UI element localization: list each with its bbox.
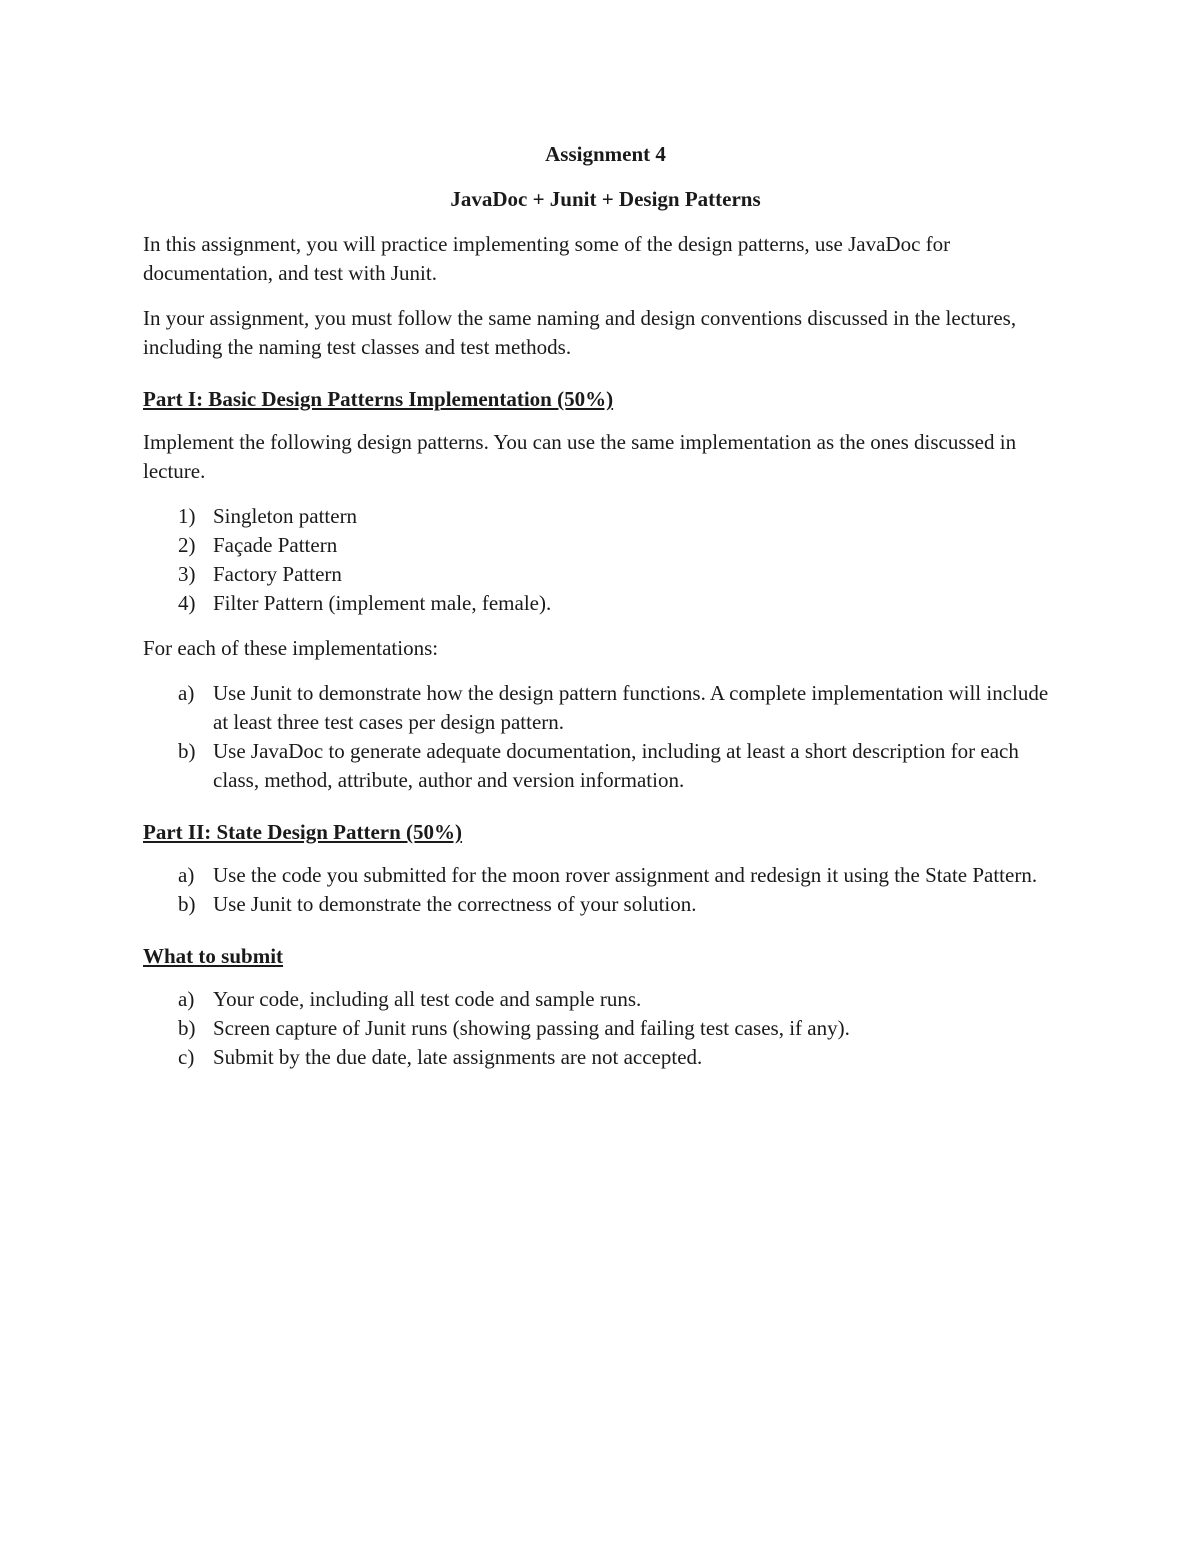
list-item-text: Use the code you submitted for the moon rover assignment and redesign it using the State Pattern. xyxy=(213,863,1038,887)
list-marker: c) xyxy=(178,1045,195,1069)
list-marker: b) xyxy=(178,892,196,916)
list-item-text: Submit by the due date, late assignments are not accepted. xyxy=(213,1045,703,1069)
list-marker: 4) xyxy=(178,591,196,615)
list-item xyxy=(143,985,1068,1014)
list-item-text: Filter Pattern (implement male, female). xyxy=(213,591,552,615)
list-item-text: Your code, including all test code and sample runs. xyxy=(213,987,642,1011)
pattern-list xyxy=(143,502,1068,618)
list-marker: b) xyxy=(178,1016,196,1040)
list-item-text: Use Junit to demonstrate how the design pattern functions. A complete implementation will include at least three test cases per design pattern. xyxy=(213,681,1049,734)
list-marker: 3) xyxy=(178,562,196,586)
list-item-text: Singleton pattern xyxy=(213,504,358,528)
list-item-text: Factory Pattern xyxy=(213,562,342,586)
list-item xyxy=(143,531,1068,560)
list-marker: a) xyxy=(178,681,195,705)
requirement-list xyxy=(143,679,1068,795)
intro-paragraph-2: In your assignment, you must follow the same naming and design conventions discussed in the lectures, including the naming test classes and test methods. xyxy=(143,306,1017,359)
list-marker: a) xyxy=(178,987,195,1011)
list-marker: 1) xyxy=(178,504,196,528)
list-item xyxy=(143,1043,1068,1072)
list-item xyxy=(143,737,1068,795)
part2-list xyxy=(143,861,1068,919)
document-title: Assignment 4 xyxy=(545,142,666,166)
list-item-text: Façade Pattern xyxy=(213,533,338,557)
for-each-label: For each of these implementations: xyxy=(143,636,439,660)
submit-heading: What to submit xyxy=(143,944,284,968)
list-item xyxy=(143,589,1068,618)
list-item xyxy=(143,1014,1068,1043)
list-item xyxy=(143,861,1068,890)
list-item xyxy=(143,560,1068,589)
document-body xyxy=(143,140,1068,1088)
document-subtitle: JavaDoc + Junit + Design Patterns xyxy=(450,187,761,211)
part1-paragraph: Implement the following design patterns. You can use the same implementation as the ones discussed in lecture. xyxy=(143,430,1017,483)
list-item xyxy=(143,679,1068,737)
part2-heading: Part II: State Design Pattern (50%) xyxy=(143,820,463,844)
list-item-text: Screen capture of Junit runs (showing passing and failing test cases, if any). xyxy=(213,1016,850,1040)
list-item-text: Use JavaDoc to generate adequate documentation, including at least a short description for each class, method, attribute, author and version information. xyxy=(213,739,1019,792)
list-item xyxy=(143,890,1068,919)
list-marker: 2) xyxy=(178,533,196,557)
list-item-text: Use Junit to demonstrate the correctness of your solution. xyxy=(213,892,697,916)
submit-list xyxy=(143,985,1068,1072)
list-marker: b) xyxy=(178,739,196,763)
intro-paragraph-1: In this assignment, you will practice implementing some of the design patterns, use JavaDoc for documentation, and test with Junit. xyxy=(143,232,951,285)
list-item xyxy=(143,502,1068,531)
part1-heading: Part I: Basic Design Patterns Implementation (50%) xyxy=(143,387,614,411)
list-marker: a) xyxy=(178,863,195,887)
